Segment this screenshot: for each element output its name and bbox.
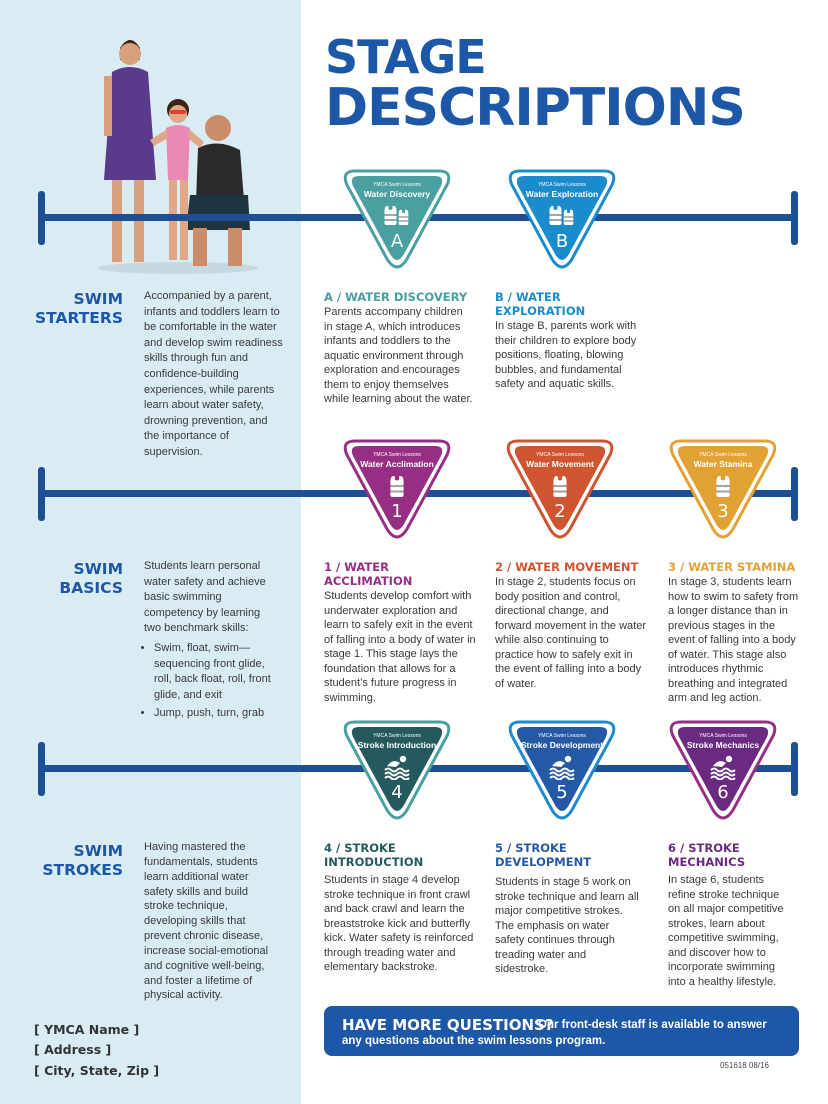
- stage-3: [668, 560, 804, 706]
- badge-stroke-development: [502, 718, 622, 838]
- list-item: • Swim, float, swim—sequencing front glide, roll, back float, roll, front glide, and exit: [154, 641, 279, 703]
- badge-water-stamina: [663, 437, 783, 557]
- badge-number: 2: [554, 501, 566, 522]
- badge-name: Water Discovery: [363, 189, 431, 199]
- section-label-swim-starters: [20, 290, 123, 328]
- badge-name: Stroke Introduction: [357, 740, 437, 750]
- badge-name: Water Stamina: [693, 459, 753, 469]
- badge-name: Water Acclimation: [360, 459, 434, 469]
- swimmer-icon: [709, 754, 737, 780]
- stage-2: [495, 560, 647, 691]
- badge-number: 5: [556, 782, 568, 803]
- swimmer-icon: [383, 754, 411, 780]
- badge-water-movement: [500, 437, 620, 557]
- stage-heading: 3 / WATER STAMINA: [668, 560, 796, 574]
- badge-name: Stroke Mechanics: [686, 740, 760, 750]
- section-label-swim-strokes: [20, 842, 123, 880]
- stage-heading-line: 4 / STROKE: [324, 841, 396, 855]
- timeline-cap: [791, 467, 798, 521]
- title-line-2: DESCRIPTIONS: [325, 78, 745, 138]
- timeline-cap: [38, 742, 45, 796]
- section-label-line: STROKES: [42, 860, 123, 879]
- badge-name: Stroke Development: [520, 740, 604, 750]
- stage-5: [495, 841, 640, 977]
- badge-stroke-mechanics: [663, 718, 783, 838]
- page-title: [325, 30, 745, 138]
- section-description-text: Accompanied by a parent, infants and toddlers learn to be comfortable in the water and develop swim readiness skills through fun and confidence-building experiences, while parents learn about water safety, drowning prevention, and the importance of supervision.: [144, 290, 283, 459]
- badge-program-label: YMCA Swim Lessons: [373, 182, 421, 188]
- stage-heading-line: INTRODUCTION: [324, 855, 424, 870]
- timeline-cap: [38, 191, 45, 245]
- stage-heading-line: 6 / STROKE: [668, 841, 740, 855]
- two-life-jackets-icon: [548, 203, 576, 229]
- benchmark-skills-list: [144, 641, 279, 722]
- badge-name: Water Movement: [526, 459, 594, 469]
- stage-heading: 1 / WATER ACCLIMATION: [324, 560, 413, 589]
- stage-heading: [495, 841, 640, 869]
- badge-program-label: YMCA Swim Lessons: [699, 733, 747, 739]
- timeline-cap: [38, 467, 45, 521]
- section-label-line: SWIM: [73, 290, 123, 308]
- stage-text: In stage 6, students refine stroke technique on all major competitive strokes, learn about competitive swimming, and discover how to incorporate swimming into a healthy lifestyle.: [668, 874, 784, 988]
- badge-program-label: YMCA Swim Lessons: [536, 452, 584, 458]
- timeline-cap: [791, 191, 798, 245]
- badge-number: 6: [717, 782, 729, 803]
- stage-text: In stage 2, students focus on body position and control, directional change, and forward movement in the water while also continuing to practice how to safely exit in the event of falling into a body of water.: [495, 576, 647, 690]
- stage-text: Parents accompany children in stage A, which introduces infants and toddlers to the aquatic environment through exploration and encourages them to enjoy themselves while learning about the water.: [324, 306, 473, 406]
- badge-number: 3: [717, 501, 729, 522]
- questions-heading: HAVE MORE QUESTIONS?: [342, 1016, 554, 1034]
- badge-letter: A: [390, 231, 404, 252]
- timeline-cap: [791, 742, 798, 796]
- stage-heading: [668, 841, 793, 869]
- badge-program-label: YMCA Swim Lessons: [699, 452, 747, 458]
- questions-banner: [324, 1006, 799, 1056]
- document-code: 051618 08/16: [720, 1061, 769, 1070]
- woman-figure: [104, 40, 156, 262]
- badge-water-acclimation: [337, 437, 457, 557]
- life-jacket-icon: [709, 473, 737, 499]
- stage-heading: A / WATER DISCOVERY: [324, 290, 468, 304]
- stage-heading: B / WATER EXPLORATION: [495, 290, 586, 319]
- badge-name: Water Exploration: [525, 189, 599, 199]
- two-life-jackets-icon: [383, 203, 411, 229]
- stage-text: Students in stage 4 develop stroke technique in front crawl and back crawl and learn the breaststroke kick and butterfly kick. Water safety is reinforced through treading water and elementary backstroke.: [324, 874, 474, 974]
- stage-heading-line: DEVELOPMENT: [495, 855, 592, 870]
- section-label-line: BASICS: [59, 578, 123, 597]
- ymca-name: [ YMCA Name ]: [34, 1022, 140, 1037]
- stage-heading-line: 5 / STROKE: [495, 841, 567, 855]
- badge-stroke-introduction: [337, 718, 457, 838]
- stage-heading: 2 / WATER MOVEMENT: [495, 560, 639, 574]
- stage-text: In stage B, parents work with their children to explore body positions, floating, blowing bubbles, and fundamental safety and aquatic skills.: [495, 320, 637, 391]
- stage-heading-line: MECHANICS: [668, 855, 746, 870]
- list-item: • Jump, push, turn, grab: [154, 706, 279, 722]
- section-label-line: STARTERS: [34, 308, 123, 327]
- section-description-swim-strokes: [144, 840, 279, 1003]
- badge-water-discovery: [337, 167, 457, 287]
- stage-4: [324, 841, 474, 975]
- questions-text: Our front-desk staff is available to answer any questions about the swim lessons program.: [342, 1019, 767, 1047]
- badge-water-exploration: [502, 167, 622, 287]
- section-description-swim-starters: [144, 289, 284, 461]
- stage-a: [324, 290, 474, 407]
- life-jacket-icon: [383, 473, 411, 499]
- section-description-text: Students learn personal water safety and achieve basic swimming competency by learning two benchmark skills:: [144, 560, 266, 635]
- section-label-swim-basics: [20, 560, 123, 598]
- badge-number: 4: [391, 782, 403, 803]
- badge-program-label: YMCA Swim Lessons: [373, 452, 421, 458]
- stage-text: Students develop comfort with underwater exploration and learn to safely exit in the event of falling into a body of water in stage 1. This stage lays the foundation that allows for a student’s future progress in swimming.: [324, 590, 476, 704]
- section-description-swim-basics: [144, 559, 279, 725]
- badge-letter: B: [555, 231, 569, 252]
- stage-6: [668, 841, 793, 989]
- stage-b: [495, 290, 653, 392]
- stage-1: [324, 560, 476, 705]
- swimmer-icon: [548, 754, 576, 780]
- title-line-1: STAGE: [325, 30, 486, 84]
- badge-program-label: YMCA Swim Lessons: [538, 182, 586, 188]
- badge-program-label: YMCA Swim Lessons: [538, 733, 586, 739]
- badge-program-label: YMCA Swim Lessons: [373, 733, 421, 739]
- section-label-line: SWIM: [73, 560, 123, 578]
- section-label-line: SWIM: [73, 842, 123, 860]
- address-block: [34, 1020, 159, 1081]
- stage-text: In stage 3, students learn how to swim to safety from a longer distance than in previous stages in the event of falling into a body of water. This stage also introduces rhythmic breathing and integrated arm and leg action.: [668, 576, 799, 705]
- address-line: [ Address ]: [34, 1042, 112, 1058]
- badge-number: 1: [391, 501, 403, 522]
- section-description-text: Having mastered the fundamentals, students learn additional water safety skills and build stroke technique, developing skills that prevent chronic disease, increase social-emotional and cognitive well-being, and foster a lifetime of physical activity.: [144, 841, 269, 1002]
- city-state-zip: [ City, State, Zip ]: [34, 1062, 160, 1078]
- life-jacket-icon: [546, 473, 574, 499]
- family-photo: [90, 30, 265, 275]
- stage-heading: [324, 841, 474, 869]
- stage-text: Students in stage 5 work on stroke technique and learn all major competitive strokes. The emphasis on water safety continues through treading water and sidestroke.: [495, 876, 639, 976]
